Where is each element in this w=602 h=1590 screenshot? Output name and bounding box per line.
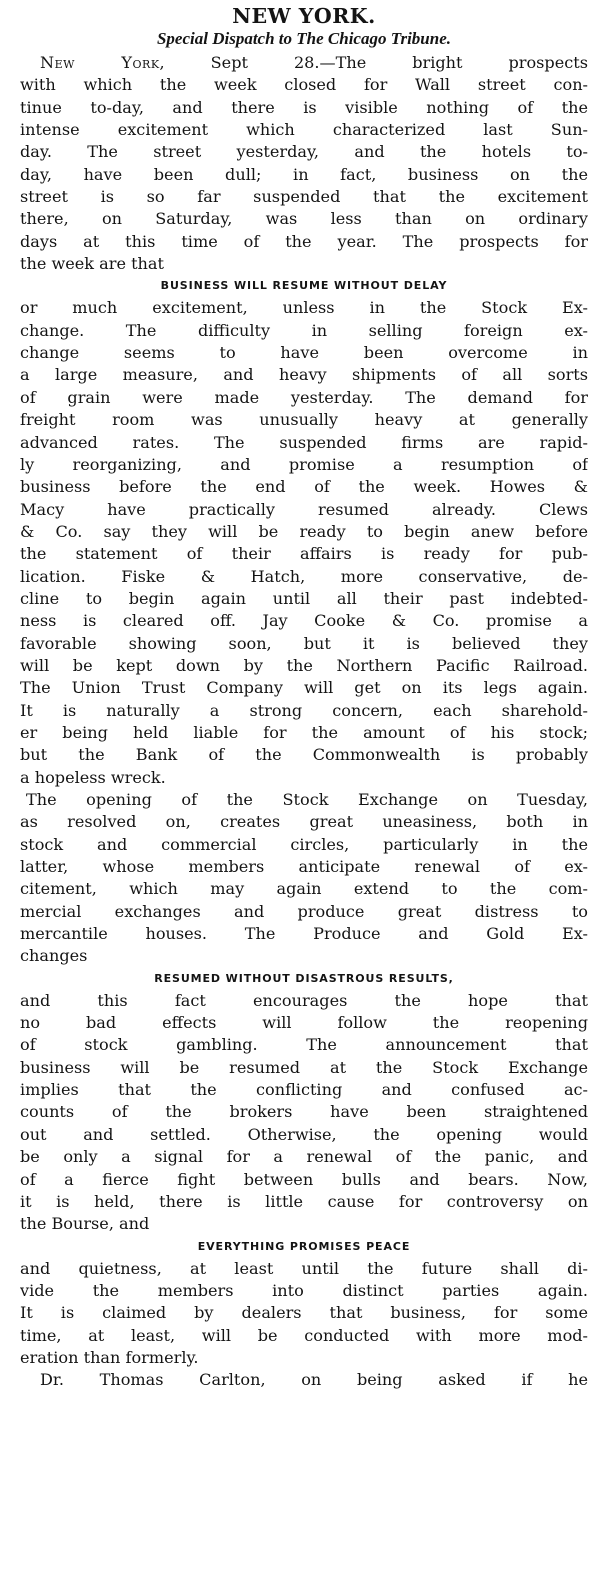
text-line: time, at least, will be conducted with more mod- xyxy=(20,1325,588,1345)
paragraph xyxy=(20,1258,588,1370)
text-line: a large measure, and heavy shipments of all sorts xyxy=(20,365,588,385)
text-line: changes xyxy=(20,946,88,966)
text-line: vide the members into distinct parties again. xyxy=(20,1280,588,1300)
text-line: no bad effects will follow the reopening xyxy=(20,1013,588,1033)
text-line: freight room was unusually heavy at generally xyxy=(20,410,588,430)
text-line: The opening of the Stock Exchange on Tuesday, xyxy=(26,790,588,809)
text-line: or much excitement, unless in the Stock Ex- xyxy=(20,298,588,318)
text-line: citement, which may again extend to the com- xyxy=(20,879,588,899)
text-line: It is naturally a strong concern, each sharehold- xyxy=(20,700,588,720)
text-line: it is held, there is little cause for controversy on xyxy=(20,1191,588,1211)
text-line: of grain were made yesterday. The demand for xyxy=(20,387,588,407)
text-line: mercantile houses. The Produce and Gold Ex- xyxy=(20,924,588,944)
text-line: favorable showing soon, but it is believed they xyxy=(20,633,588,653)
text-line: counts of the brokers have been straightened xyxy=(20,1102,588,1122)
text-line: implies that the conflicting and confused ac- xyxy=(20,1080,588,1100)
text-line: latter, whose members anticipate renewal of ex- xyxy=(20,857,588,877)
article-body xyxy=(20,52,588,1392)
text-line: change seems to have been overcome in xyxy=(20,343,588,363)
newspaper-column xyxy=(20,4,588,1392)
subheading: BUSINESS WILL RESUME WITHOUT DELAY xyxy=(160,279,448,293)
text-line: business will be resumed at the Stock Exchange xyxy=(20,1057,588,1077)
text-line: a hopeless wreck. xyxy=(20,767,166,787)
text-line: there, on Saturday, was less than on ordinary xyxy=(20,209,588,229)
text-line: & Co. say they will be ready to begin anew before xyxy=(20,521,588,541)
text-line: er being held liable for the amount of his stock; xyxy=(20,722,588,742)
text-line: eration than formerly. xyxy=(20,1347,199,1367)
text-line: the Bourse, and xyxy=(20,1214,150,1234)
text-line-rest: , Sept 28.—The bright prospects xyxy=(159,53,588,72)
text-line: day, have been dull; in fact, business on the xyxy=(20,164,588,184)
text-line: as resolved on, creates great uneasiness, both in xyxy=(20,812,588,832)
paragraph xyxy=(20,789,588,968)
text-line: days at this time of the year. The prospects for xyxy=(20,231,588,251)
subheading: RESUMED WITHOUT DISASTROUS RESULTS, xyxy=(154,971,454,985)
text-line: of a fierce fight between bulls and bears. Now, xyxy=(20,1169,588,1189)
text-line: cline to begin again until all their past indebted- xyxy=(20,588,588,608)
text-line: out and settled. Otherwise, the opening would xyxy=(20,1124,588,1144)
paragraph xyxy=(20,1369,588,1391)
text-line: intense excitement which characterized last Sun- xyxy=(20,120,588,140)
headline: NEW YORK. xyxy=(232,4,376,28)
text-line: and quietness, at least until the future shall di- xyxy=(20,1258,588,1278)
text-line: stock and commercial circles, particularly in the xyxy=(20,834,588,854)
text-line: be only a signal for a renewal of the panic, and xyxy=(20,1147,588,1167)
text-line: street is so far suspended that the excitement xyxy=(20,187,588,207)
text-line: will be kept down by the Northern Pacific Railroad. xyxy=(20,655,588,675)
text-line: It is claimed by dealers that business, for some xyxy=(20,1303,588,1323)
text-line: the week are that xyxy=(20,254,164,274)
text-line: tinue to-day, and there is visible nothing of the xyxy=(20,97,588,117)
text-line: Dr. Thomas Carlton, on being asked if he xyxy=(40,1370,588,1390)
text-line: Macy have practically resumed already. Clews xyxy=(20,499,588,519)
text-line: mercial exchanges and produce great distress to xyxy=(20,901,588,921)
text-line: advanced rates. The suspended firms are rapid- xyxy=(20,432,588,452)
lead-in: New York xyxy=(40,53,160,72)
paragraph xyxy=(20,297,588,789)
dateline: Special Dispatch to The Chicago Tribune. xyxy=(156,29,452,48)
text-line: day. The street yesterday, and the hotels to- xyxy=(20,142,588,162)
text-line: business before the end of the week. Howes & xyxy=(20,477,588,497)
text-line: lication. Fiske & Hatch, more conservative, de- xyxy=(20,566,588,586)
paragraph xyxy=(20,52,588,275)
text-line: and this fact encourages the hope that xyxy=(20,990,588,1010)
subheading: EVERYTHING PROMISES PEACE xyxy=(197,1239,411,1253)
text-line: The Union Trust Company will get on its legs again. xyxy=(20,678,588,698)
text-line: the statement of their affairs is ready for pub- xyxy=(20,544,588,564)
text-line: with which the week closed for Wall street con- xyxy=(20,75,588,95)
text-line: ness is cleared off. Jay Cooke & Co. promise a xyxy=(20,611,588,631)
text-line: of stock gambling. The announcement that xyxy=(20,1035,588,1055)
text-line xyxy=(20,52,588,74)
text-line: but the Bank of the Commonwealth is probably xyxy=(20,745,588,765)
text-line: change. The difficulty in selling foreign ex- xyxy=(20,320,588,340)
text-line: ly reorganizing, and promise a resumption of xyxy=(20,454,588,474)
paragraph xyxy=(20,990,588,1236)
